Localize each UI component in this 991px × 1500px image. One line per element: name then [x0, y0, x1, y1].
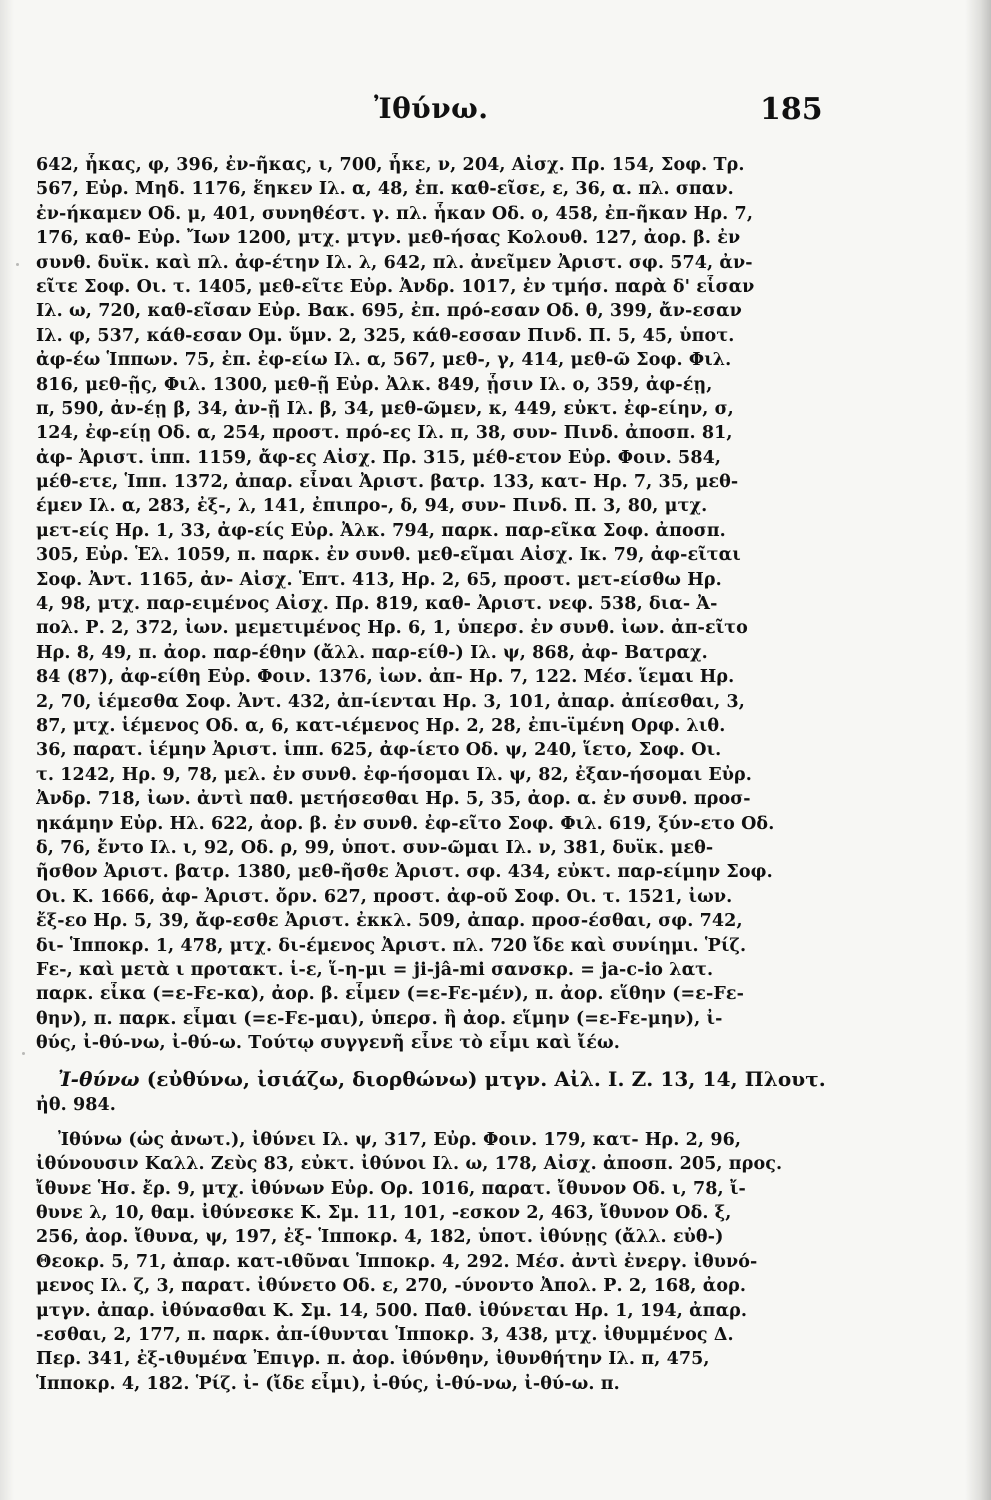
text-line: Ηρ. 8, 49, π. ἀορ. παρ-έθην (ἄλλ. παρ-είθ-) Ιλ. ψ, 868, ἀφ- Βατραχ.	[36, 642, 708, 663]
text-line: Ἰθύνω (ὡς ἀνωτ.), ἰθύνει Ιλ. ψ, 317, Εὐρ. Φοιν. 179, κατ- Ηρ. 2, 96,	[58, 1129, 742, 1150]
text-line: μέθ-ετε, Ἱππ. 1372, ἀπαρ. εἶναι Ἀριστ. βατρ. 133, κατ- Ηρ. 7, 35, μεθ-	[36, 472, 739, 493]
text-line: θύς, ἰ-θύ-νω, ἰ-θύ-ω. Τούτῳ συγγενῆ εἶνε τὸ εἶμι καὶ ἴέω.	[36, 1033, 620, 1054]
text-line: ῆσθον Ἀριστ. βατρ. 1380, μεθ-ῆσθε Ἀριστ. σφ. 434, εὐκτ. παρ-είμην Σοφ.	[36, 862, 773, 883]
text-line: 4, 98, μτχ. παρ-ειμένος Αἰσχ. Πρ. 819, καθ- Ἀριστ. νεφ. 538, δια- Ἀ-	[36, 594, 718, 615]
text-line: 36, παρατ. ἱέμην Ἀριστ. ἱππ. 625, ἀφ-ίετο Οδ. ψ, 240, ἵετο, Σοφ. Οι.	[36, 740, 722, 761]
text-line: 305, Εὐρ. Ἑλ. 1059, π. παρκ. ἐν συνθ. μεθ-εῖμαι Αἰσχ. Ικ. 79, ἀφ-εῖται	[36, 545, 741, 566]
text-line: συνθ. δυϊκ. καὶ πλ. ἀφ-έτην Ιλ. λ, 642, πλ. ἀνεῖμεν Ἀριστ. σφ. 574, ἀν-	[36, 252, 753, 273]
text-line: ἀφ- Ἀριστ. ἱππ. 1159, ἄφ-ες Αἰσχ. Πρ. 315, μέθ-ετον Εὐρ. Φοιν. 584,	[36, 447, 722, 468]
text-line: μενος Ιλ. ζ, 3, παρατ. ἰθύνετο Οδ. ε, 270, -ύνοντο Ἀπολ. Ρ. 2, 168, ἀορ.	[36, 1276, 747, 1297]
running-headword: Ἰθύνω.	[374, 92, 489, 125]
text-line: ηκάμην Εὐρ. Ηλ. 622, ἀορ. β. ἐν συνθ. ἐφ-εῖτο Σοφ. Φιλ. 619, ξύν-ετο Οδ.	[36, 813, 775, 834]
entry-gloss: (εὐθύνω, ἰσιάζω, διορθώνω) μτγν. Αἰλ. Ι. Ζ. 13, 14, Πλουτ.	[139, 1067, 826, 1092]
paragraph-main-entry	[36, 1128, 826, 1396]
text-line: Οι. Κ. 1666, ἀφ- Ἀριστ. ὄρν. 627, προστ. ἀφ-οῦ Σοφ. Οι. τ. 1521, ἰων.	[36, 886, 733, 907]
text-line: τ. 1242, Ηρ. 9, 78, μελ. ἐν συνθ. ἐφ-ήσομαι Ιλ. ψ, 82, ἐξαν-ήσομαι Εὐρ.	[36, 764, 752, 785]
text-line: έμεν Ιλ. α, 283, ἐξ-, λ, 141, ἐπιπρο-, δ, 94, συν- Πινδ. Π. 3, 80, μτχ.	[36, 496, 708, 517]
text-line: Περ. 341, ἐξ-ιθυμένα Ἐπιγρ. π. ἀορ. ἰθύνθην, ἰθυνθήτην Ιλ. π, 475,	[36, 1349, 710, 1370]
text-line: 642, ἧκας, φ, 396, ἐν-ῆκας, ι, 700, ἧκε, ν, 204, Αἰσχ. Πρ. 154, Σοφ. Τρ.	[36, 155, 745, 175]
text-line: ἰθύνουσιν Καλλ. Ζεὺς 83, εὐκτ. ἰθύνοι Ιλ. ω, 178, Αἰσχ. ἀποσπ. 205, προς.	[36, 1154, 783, 1175]
text-line: ἴθυνε Ἡσ. ἔρ. 9, μτχ. ἰθύνων Εὐρ. Ορ. 1016, παρατ. ἴθυνον Οδ. ι, 78, ἴ-	[36, 1178, 746, 1199]
text-line: παρκ. εἶκα (=ε-Fε-κα), ἀορ. β. εἷμεν (=ε-Fε-μέν), π. ἀορ. εἵθην (=ε-Fε-	[36, 984, 744, 1005]
ink-speck	[16, 263, 19, 266]
paragraph-continuation	[36, 153, 826, 1055]
text-line: 87, μτχ. ἱέμενος Οδ. α, 6, κατ-ιέμενος Ηρ. 2, 28, ἐπι-ϊμένη Ορφ. λιθ.	[36, 715, 726, 736]
text-line: Ιλ. φ, 537, κάθ-εσαν Ομ. ὕμν. 2, 325, κάθ-εσσαν Πινδ. Π. 5, 45, ὑποτ.	[36, 325, 735, 346]
entry-headline-continuation: ἠθ. 984.	[36, 1095, 117, 1116]
text-line: ἔξ-εο Ηρ. 5, 39, ἄφ-εσθε Ἀριστ. ἐκκλ. 509, ἀπαρ. προσ-έσθαι, σφ. 742,	[36, 911, 743, 932]
text-line: θην), π. παρκ. εἷμαι (=ε-Fε-μαι), ὑπερσ. ἢ ἀορ. εἵμην (=ε-Fε-μην), ἰ-	[36, 1008, 723, 1029]
text-line: Fε-, καὶ μετὰ ι προτακτ. ἱ-ε, ἵ-η-μι = ji-jâ-mi σανσκρ. = ja-c-io λατ.	[36, 959, 714, 980]
text-line: θυνε λ, 10, θαμ. ἰθύνεσκε Κ. Σμ. 11, 101, -εσκον 2, 463, ἴθυνον Οδ. ξ,	[36, 1203, 732, 1224]
text-line: 567, Εὐρ. Μηδ. 1176, ἕηκεν Ιλ. α, 48, ἐπ. καθ-εῖσε, ε, 36, α. πλ. σπαν.	[36, 179, 734, 200]
text-line: πολ. Ρ. 2, 372, ἰων. μεμετιμένος Ηρ. 6, 1, ὑπερσ. ἐν συνθ. ἰων. ἀπ-εῖτο	[36, 618, 748, 639]
text-line: 816, μεθ-ῇς, Φιλ. 1300, μεθ-ῇ Εὐρ. Ἀλκ. 849, ᾗσιν Ιλ. ο, 359, ἀφ-έῃ,	[36, 374, 713, 395]
running-head	[0, 92, 991, 132]
text-line: δι- Ἱπποκρ. 1, 478, μτχ. δι-έμενος Ἀριστ. πλ. 720 ἴδε καὶ συνίημι. Ῥίζ.	[36, 935, 747, 956]
text-line: ἀφ-έω Ἱππων. 75, ἐπ. ἐφ-είω Ιλ. α, 567, μεθ-, γ, 414, μεθ-ῶ Σοφ. Φιλ.	[36, 350, 732, 371]
text-line: ἐν-ήκαμεν Οδ. μ, 401, συνηθέστ. γ. πλ. ἧκαν Οδ. ο, 458, ἐπ-ῆκαν Ηρ. 7,	[36, 203, 754, 224]
entry-lemma: Ἰ-θύνω	[58, 1067, 140, 1092]
paragraph-gap-2	[36, 1118, 826, 1128]
page-gutter-shadow	[965, 0, 991, 1500]
text-line: π, 590, ἀν-έῃ β, 34, ἀν-ῇ Ιλ. β, 34, μεθ-ῶμεν, κ, 449, εὐκτ. ἐφ-είην, σ,	[36, 398, 734, 419]
page-number: 185	[760, 92, 823, 127]
page-body	[36, 153, 826, 1396]
page-left-edge	[0, 0, 14, 1500]
text-line: Ἱπποκρ. 4, 182. Ῥίζ. ἰ- (ἴδε εἶμι), ἰ-θύς, ἰ-θύ-νω, ἰ-θύ-ω. π.	[36, 1373, 620, 1394]
entry-headline	[36, 1065, 826, 1093]
text-line: Ἀνδρ. 718, ἰων. ἀντὶ παθ. μετήσεσθαι Ηρ. 5, 35, ἀορ. α. ἐν συνθ. προσ-	[36, 789, 751, 810]
text-line: 84 (87), ἀφ-είθη Εὐρ. Φοιν. 1376, ἰων. ἀπ- Ηρ. 7, 122. Μέσ. ἵεμαι Ηρ.	[36, 667, 735, 688]
text-line: 256, ἀορ. ἴθυνα, ψ, 197, ἐξ- Ἱπποκρ. 4, 182, ὑποτ. ἰθύνῃς (ἄλλ. εὐθ-)	[36, 1227, 724, 1248]
text-line: Θεοκρ. 5, 71, ἀπαρ. κατ-ιθῦναι Ἱπποκρ. 4, 292. Μέσ. ἀντὶ ἐνεργ. ἰθυνό-	[36, 1251, 758, 1272]
text-line: 2, 70, ἱέμεσθα Σοφ. Ἀντ. 432, ἀπ-ίενται Ηρ. 3, 101, ἀπαρ. ἀπίεσθαι, 3,	[36, 691, 745, 712]
text-line: Ιλ. ω, 720, καθ-εῖσαν Εὐρ. Βακ. 695, ἐπ. πρό-εσαν Οδ. θ, 399, ἄν-εσαν	[36, 301, 742, 322]
text-line: δ, 76, ἔντο Ιλ. ι, 92, Οδ. ρ, 99, ὑποτ. συν-ῶμαι Ιλ. ν, 381, δυϊκ. μεθ-	[36, 837, 714, 858]
text-line: εῖτε Σοφ. Οι. τ. 1405, μεθ-εῖτε Εὐρ. Ἀνδρ. 1017, ἐν τμήσ. παρὰ δ' εἷσαν	[36, 276, 755, 297]
text-line: 176, καθ- Εὐρ. Ἴων 1200, μτχ. μτγν. μεθ-ήσας Κολουθ. 127, ἀορ. β. ἐν	[36, 228, 741, 249]
text-line: -εσθαι, 2, 177, π. παρκ. ἀπ-ίθυνται Ἱπποκρ. 3, 438, μτχ. ἰθυμμένος Δ.	[36, 1324, 734, 1345]
paragraph-gap	[36, 1055, 826, 1065]
text-line: Σοφ. Ἀντ. 1165, ἀν- Αἰσχ. Ἑπτ. 413, Ηρ. 2, 65, προστ. μετ-είσθω Ηρ.	[36, 569, 722, 590]
text-line: μτγν. ἀπαρ. ἰθύνασθαι Κ. Σμ. 14, 500. Παθ. ἰθύνεται Ηρ. 1, 194, ἀπαρ.	[36, 1300, 748, 1321]
text-line: μετ-είς Ηρ. 1, 33, ἀφ-είς Εὐρ. Ἀλκ. 794, παρκ. παρ-εῖκα Σοφ. ἀποσπ.	[36, 520, 726, 541]
text-line: 124, ἐφ-είῃ Οδ. α, 254, προστ. πρό-ες Ιλ. π, 38, συν- Πινδ. ἀποσπ. 81,	[36, 423, 733, 444]
ink-speck	[22, 1052, 25, 1055]
